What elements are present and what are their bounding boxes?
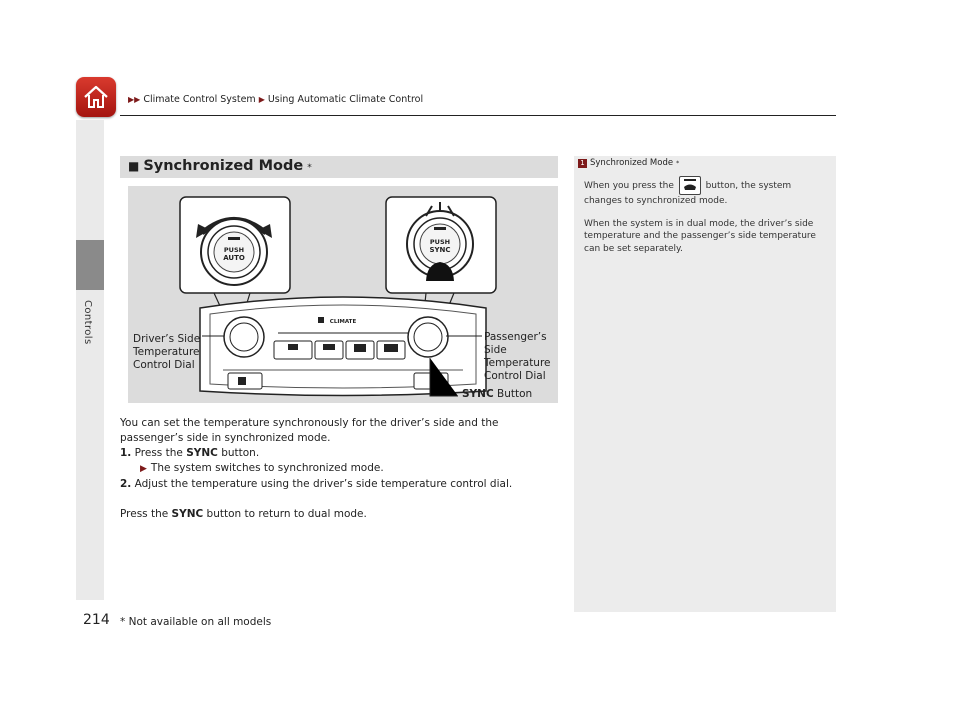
panel-climate-label: CLIMATE — [329, 319, 357, 325]
final-post: button to return to dual mode. — [203, 508, 367, 520]
note-p1-post: button, the system changes to synchronized mode. — [584, 181, 792, 206]
front-defrost-icon — [679, 176, 701, 195]
chevron-right-icon: ▶ — [140, 464, 147, 474]
chevron-right-icon: ▶ — [258, 95, 265, 104]
sync-bold: SYNC — [462, 388, 494, 400]
breadcrumb-item[interactable]: Climate Control System — [143, 94, 256, 105]
note-number-badge: 1 — [578, 159, 587, 168]
step-2-number: 2. — [120, 478, 132, 490]
note-body — [584, 176, 829, 265]
footnote: * Not available on all models — [120, 616, 272, 628]
callout-line: Side — [484, 344, 507, 356]
callout-line: Temperature — [133, 346, 200, 358]
note-title — [578, 158, 679, 168]
section-title — [128, 158, 312, 174]
callout-line: Passenger’s — [484, 331, 547, 343]
step-2 — [120, 477, 565, 492]
breadcrumb — [128, 94, 423, 105]
header-divider — [120, 115, 836, 116]
chevron-right-icon: ▶▶ — [128, 95, 141, 104]
page-number: 214 — [83, 612, 110, 628]
intro-paragraph: You can set the temperature synchronously for the driver’s side and the passenger’s side in synchronized mode. — [120, 417, 499, 444]
dial-right-sync-text: SYNC — [429, 246, 451, 254]
callout-line: Temperature — [484, 357, 551, 369]
body-content — [120, 416, 565, 522]
sync-rest: Button — [493, 388, 533, 400]
note-p1-pre: When you press the — [584, 181, 677, 191]
note-paragraph-2: When the system is in dual mode, the driver’s side temperature and the passenger’s side temperature can be set separately. — [584, 218, 816, 254]
section-title-text: Synchronized Mode — [143, 158, 304, 174]
side-tab-marker — [76, 240, 104, 290]
final-pre: Press the — [120, 508, 172, 520]
step-1-bold: SYNC — [186, 447, 218, 459]
callout-line: Driver’s Side — [133, 333, 201, 345]
section-asterisk: * — [307, 163, 312, 173]
step-1 — [120, 446, 565, 461]
note-title-text: Synchronized Mode — [590, 158, 674, 168]
sync-button-callout — [462, 388, 532, 401]
note-paragraph-1 — [584, 176, 829, 208]
dial-right-push-text: PUSH — [429, 238, 451, 246]
side-tab-label[interactable]: Controls — [82, 300, 93, 345]
final-bold: SYNC — [171, 508, 204, 520]
passenger-dial-callout — [484, 331, 551, 383]
note-asterisk: * — [676, 159, 680, 167]
side-tab-background — [76, 120, 104, 600]
dial-left-push-text: PUSH — [223, 246, 245, 254]
climate-panel-figure — [128, 186, 558, 403]
callout-line: Control Dial — [133, 359, 195, 371]
step-1-result-text: The system switches to synchronized mode. — [150, 462, 384, 474]
dial-left-auto-text: AUTO — [223, 254, 245, 262]
home-button[interactable] — [76, 77, 116, 117]
section-marker: ■ — [128, 159, 140, 173]
home-icon — [82, 83, 110, 111]
step-2-text: Adjust the temperature using the driver’s side temperature control dial. — [134, 478, 513, 490]
driver-dial-callout — [133, 333, 200, 372]
breadcrumb-item[interactable]: Using Automatic Climate Control — [267, 94, 424, 105]
step-1-post: button. — [217, 447, 260, 459]
step-1-pre: Press the — [134, 447, 187, 459]
final-paragraph — [120, 507, 565, 522]
step-1-result — [120, 461, 565, 477]
step-1-number: 1. — [120, 447, 132, 459]
callout-line: Control Dial — [484, 370, 546, 382]
